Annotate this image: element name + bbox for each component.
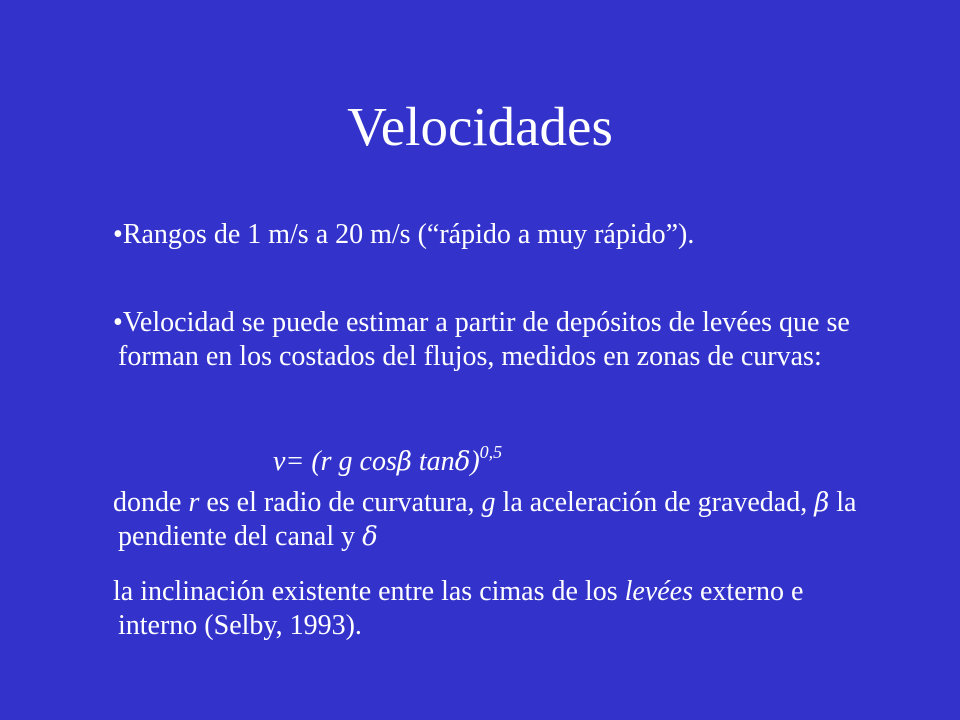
explanation-part1: donde — [113, 487, 189, 518]
formula-beta: β — [396, 447, 412, 477]
explanation-var-r: r — [188, 487, 200, 518]
formula-close: ) — [470, 446, 480, 477]
explanation-beta: β — [814, 488, 830, 518]
explanation-part4: la pendiente del canal y — [118, 487, 857, 552]
inclination-levees: levées — [624, 576, 693, 607]
explanation-part2: es el radio de curvatura, — [199, 487, 482, 518]
bullet-velocity-range-text: Rangos de 1 m/s a 20 m/s (“rápido a muy rápido”). — [122, 219, 695, 250]
formula-explanation — [113, 486, 858, 554]
inclination-explanation — [113, 575, 858, 643]
velocity-formula — [273, 435, 502, 479]
formula-lhs: v= (r g cos — [273, 446, 397, 477]
bullet-velocity-range — [113, 218, 858, 252]
explanation-delta: δ — [362, 522, 378, 552]
bullet-marker: • — [113, 219, 123, 250]
inclination-part2: externo e interno (Selby, 1993). — [118, 576, 804, 641]
bullet-velocity-estimation-text: Velocidad se puede estimar a partir de depósitos de levées que se forman en los costados del flujos, medidos en zonas de curvas: — [118, 307, 850, 372]
explanation-var-g: g — [481, 487, 496, 518]
bullet-marker: • — [113, 307, 123, 338]
slide-title: Velocidades — [347, 96, 613, 157]
formula-mid: tan — [411, 446, 455, 477]
explanation-part3: la aceleración de gravedad, — [495, 487, 815, 518]
formula-delta: δ — [454, 447, 471, 477]
formula-exponent: 0,5 — [479, 442, 503, 462]
bullet-velocity-estimation — [113, 306, 858, 374]
inclination-part1: la inclinación existente entre las cimas de los — [113, 576, 625, 607]
